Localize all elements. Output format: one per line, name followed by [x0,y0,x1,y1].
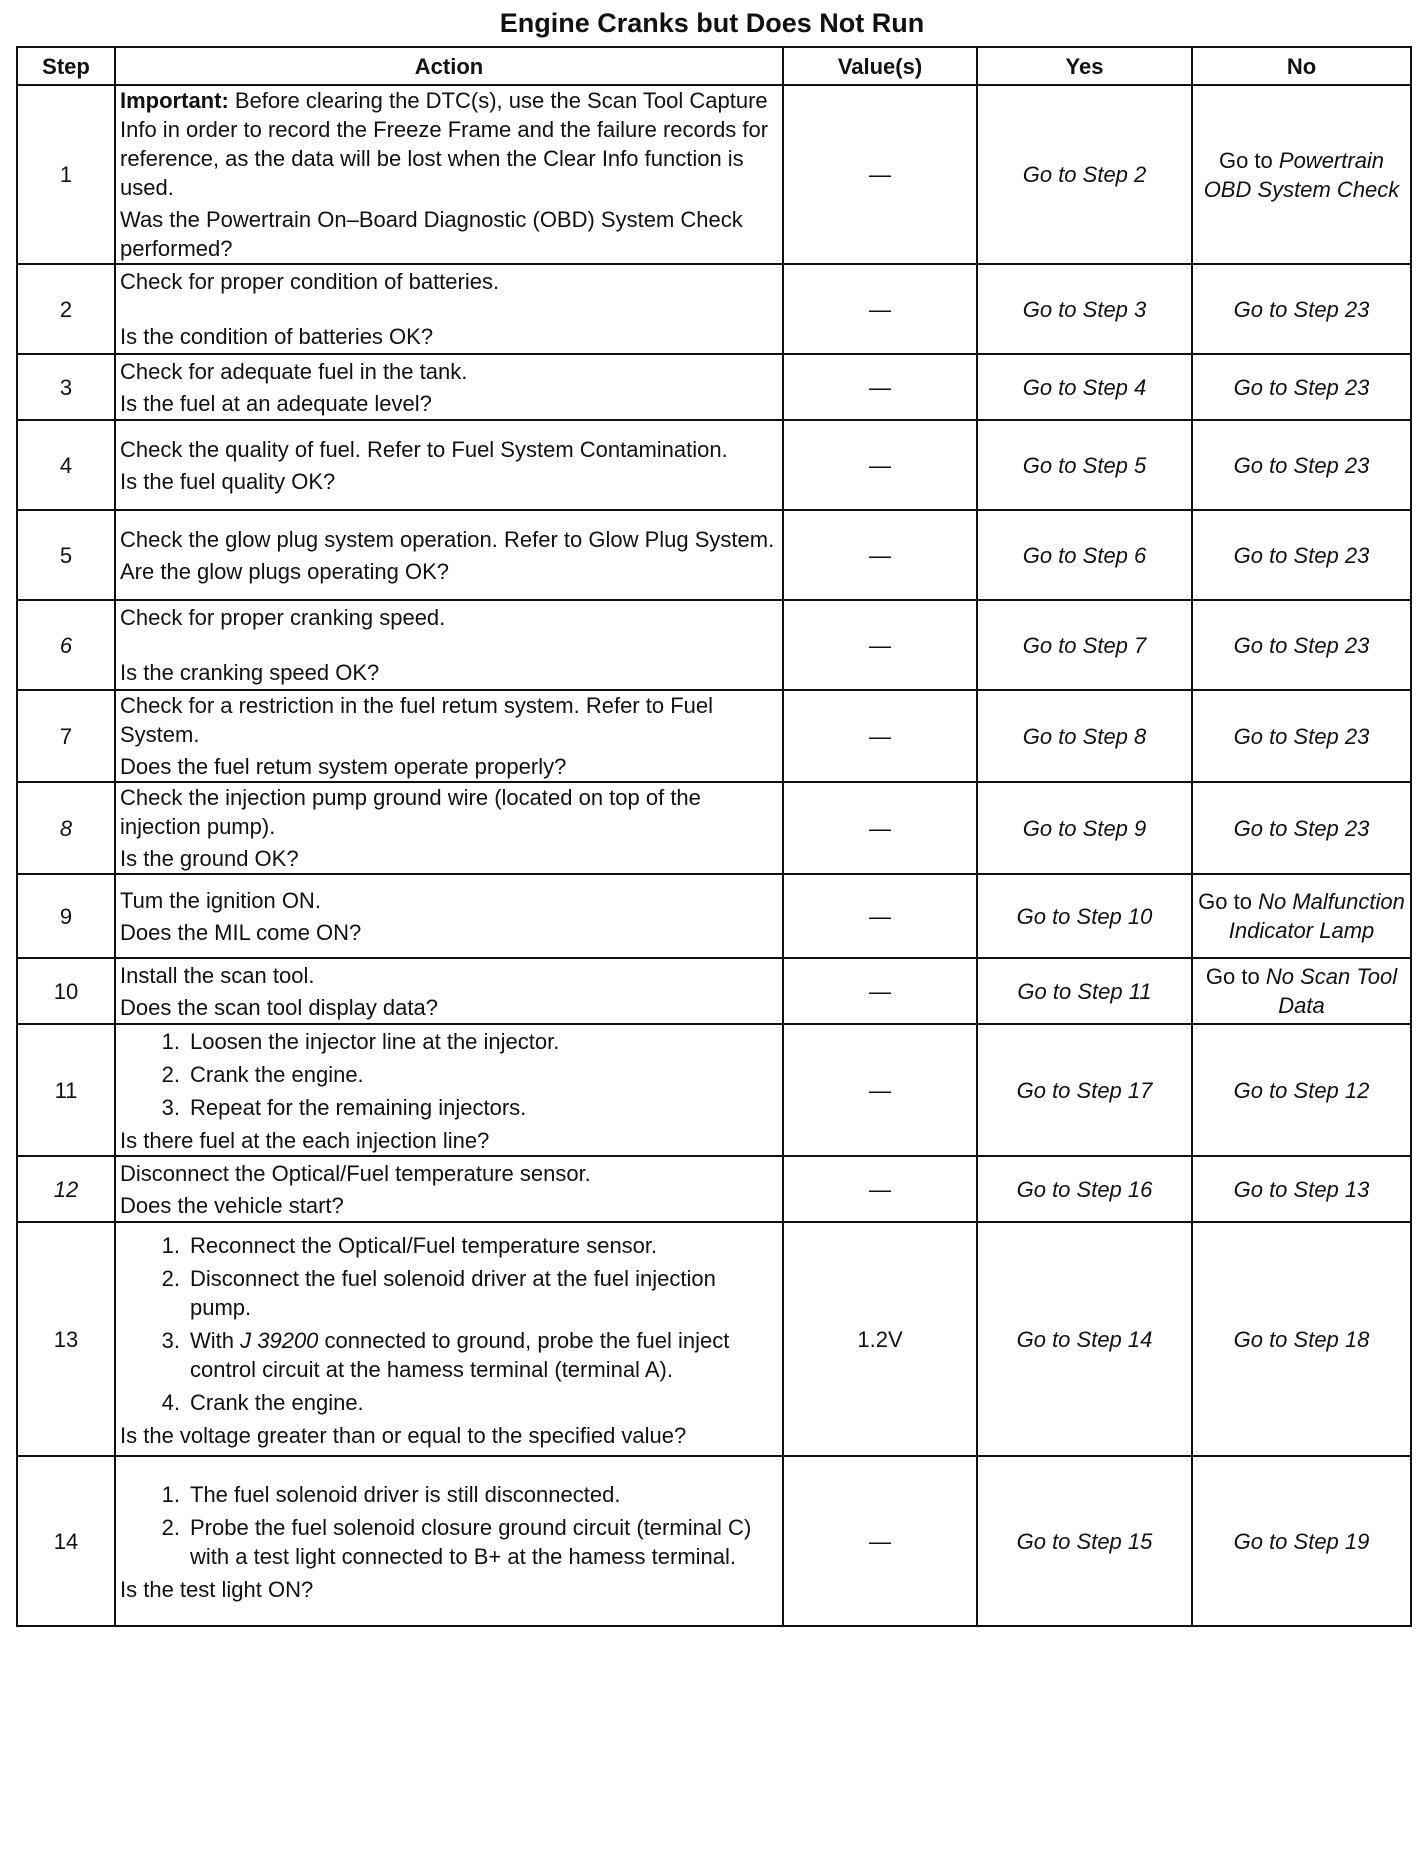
list-item: 2. Crank the engine. [161,1062,364,1087]
step-number: 10 [17,958,115,1024]
instruction-list [120,1480,778,1571]
list-item: 1. Loosen the injector line at the injector. [161,1029,560,1054]
step-number: 9 [17,874,115,958]
question-text: Is the fuel at an adequate level? [120,390,432,416]
table-row [17,354,1411,420]
check-text: Disconnect the Optical/Fuel temperature sensor. [120,1160,591,1186]
important-label: Important: [120,88,229,113]
table-row [17,264,1411,354]
value-cell: — [783,354,977,420]
value-cell: — [783,420,977,510]
step-number: 7 [17,690,115,782]
action-cell [115,782,783,874]
header-no: No [1192,47,1411,85]
diagnostic-table [16,46,1412,1627]
no-link[interactable]: Go to Step 23 [1192,264,1411,354]
yes-link[interactable]: Go to Step 15 [977,1456,1192,1626]
yes-link[interactable]: Go to Step 8 [977,690,1192,782]
check-text: Check the injection pump ground wire (located on top of the injection pump). [120,785,701,839]
question-text: Was the Powertrain On–Board Diagnostic (OBD) System Check performed? [120,207,743,261]
table-row [17,690,1411,782]
action-cell [115,1156,783,1222]
value-cell: — [783,874,977,958]
step-number: 5 [17,510,115,600]
table-row [17,420,1411,510]
value-cell: — [783,782,977,874]
yes-link[interactable]: Go to Step 9 [977,782,1192,874]
header-step: Step [17,47,115,85]
step-number: 13 [17,1222,115,1456]
table-row [17,1456,1411,1626]
no-link[interactable] [1192,85,1411,264]
list-item: 3. With J 39200 connected to ground, probe the fuel inject control circuit at the hamess terminal (terminal A). [161,1327,730,1382]
table-row [17,1024,1411,1156]
no-link[interactable]: Go to Step 18 [1192,1222,1411,1456]
question-text: Is the voltage greater than or equal to the specified value? [120,1422,687,1448]
table-row [17,1156,1411,1222]
table-row [17,85,1411,264]
table-row [17,874,1411,958]
action-cell [115,354,783,420]
action-cell [115,958,783,1024]
action-cell [115,690,783,782]
table-row [17,782,1411,874]
list-item: 2. Disconnect the fuel solenoid driver at the fuel injection pump. [161,1265,716,1320]
value-cell: — [783,1156,977,1222]
step-number: 1 [17,85,115,264]
no-prefix: Go to [1198,889,1252,914]
question-text: Are the glow plugs operating OK? [120,558,449,584]
question-text: Is the fuel quality OK? [120,468,336,494]
no-prefix: Go to [1218,147,1273,173]
list-item: 2. Probe the fuel solenoid closure ground circuit (terminal C) with a test light connected to B+ at the hamess terminal. [161,1515,752,1569]
check-text: Check for proper condition of batteries. [120,269,500,294]
value-cell: — [783,510,977,600]
yes-link[interactable]: Go to Step 4 [977,354,1192,420]
no-link[interactable]: Go to Step 23 [1192,782,1411,874]
important-text: Before clearing the DTC(s), use the Scan Tool Capture Info in order to record the Freeze Frame and the failure records for reference, as the data will be lost when the Clear Info function is used. [120,88,769,200]
instruction-list [120,1027,778,1122]
question-text: Does the vehicle start? [120,1192,344,1218]
yes-link[interactable]: Go to Step 5 [977,420,1192,510]
no-target: Powertrain OBD System Check [1203,147,1400,202]
header-values: Value(s) [783,47,977,85]
step-number: 3 [17,354,115,420]
step-number: 12 [17,1156,115,1222]
check-text: Check the quality of fuel. Refer to Fuel System Contamination. [120,436,728,462]
action-cell [115,85,783,264]
check-text: Check the glow plug system operation. Refer to Glow Plug System. [120,526,775,552]
step-number: 14 [17,1456,115,1626]
action-cell [115,874,783,958]
tool-name: J 39200 [240,1327,319,1353]
yes-link[interactable]: Go to Step 14 [977,1222,1192,1456]
no-link[interactable]: Go to Step 19 [1192,1456,1411,1626]
value-cell: 1.2V [783,1222,977,1456]
yes-link[interactable]: Go to Step 11 [977,958,1192,1024]
value-cell: — [783,600,977,690]
value-cell: — [783,690,977,782]
no-link[interactable]: Go to Step 23 [1192,354,1411,420]
list-item: 4. Crank the engine. [161,1389,364,1415]
check-text: Tum the ignition ON. [120,887,321,913]
value-cell: — [783,958,977,1024]
yes-link[interactable]: Go to Step 17 [977,1024,1192,1156]
no-link[interactable]: Go to Step 23 [1192,600,1411,690]
action-cell [115,1456,783,1626]
question-text: Is there fuel at the each injection line? [120,1128,490,1153]
step-number: 2 [17,264,115,354]
no-link[interactable] [1192,958,1411,1024]
action-cell [115,510,783,600]
table-row [17,600,1411,690]
no-link[interactable] [1192,874,1411,958]
check-text: Install the scan tool. [120,962,315,988]
question-text: Is the condition of batteries OK? [120,324,434,349]
action-cell [115,420,783,510]
check-text: Check for adequate fuel in the tank. [120,358,468,384]
action-cell [115,1024,783,1156]
yes-link[interactable]: Go to Step 6 [977,510,1192,600]
list-item: 3. Repeat for the remaining injectors. [161,1095,527,1120]
step-number: 11 [17,1024,115,1156]
header-yes: Yes [977,47,1192,85]
yes-link[interactable]: Go to Step 16 [977,1156,1192,1222]
yes-link[interactable]: Go to Step 2 [977,85,1192,264]
question-text: Is the cranking speed OK? [120,660,380,685]
no-target: No Malfunction Indicator Lamp [1228,889,1405,943]
question-text: Does the scan tool display data? [120,994,438,1020]
value-cell: — [783,85,977,264]
no-prefix: Go to [1205,964,1260,989]
question-text: Is the test light ON? [120,1577,314,1602]
list-item: 1. The fuel solenoid driver is still disconnected. [161,1482,621,1507]
step-number: 8 [17,782,115,874]
yes-link[interactable]: Go to Step 10 [977,874,1192,958]
value-cell: — [783,1456,977,1626]
no-link[interactable]: Go to Step 23 [1192,510,1411,600]
list-item: 1. Reconnect the Optical/Fuel temperature sensor. [161,1232,658,1258]
table-row [17,1222,1411,1456]
header-action: Action [115,47,783,85]
table-row [17,958,1411,1024]
value-cell: — [783,1024,977,1156]
no-link[interactable]: Go to Step 23 [1192,690,1411,782]
page-title: Engine Cranks but Does Not Run [499,8,925,38]
no-link[interactable]: Go to Step 23 [1192,420,1411,510]
action-cell [115,264,783,354]
no-link[interactable]: Go to Step 13 [1192,1156,1411,1222]
no-target: No Scan Tool Data [1265,964,1398,1018]
value-cell: — [783,264,977,354]
instruction-list [120,1231,778,1417]
question-text: Is the ground OK? [120,846,299,871]
step-number: 4 [17,420,115,510]
check-text: Check for proper cranking speed. [120,605,446,630]
yes-link[interactable]: Go to Step 3 [977,264,1192,354]
action-cell [115,1222,783,1456]
action-cell [115,600,783,690]
header-row [17,47,1411,85]
question-text: Does the fuel retum system operate properly? [120,754,567,779]
no-link[interactable]: Go to Step 12 [1192,1024,1411,1156]
table-row [17,510,1411,600]
step-number: 6 [17,600,115,690]
check-text: Check for a restriction in the fuel retum system. Refer to Fuel System. [120,693,714,747]
question-text: Does the MIL come ON? [120,919,362,945]
yes-link[interactable]: Go to Step 7 [977,600,1192,690]
